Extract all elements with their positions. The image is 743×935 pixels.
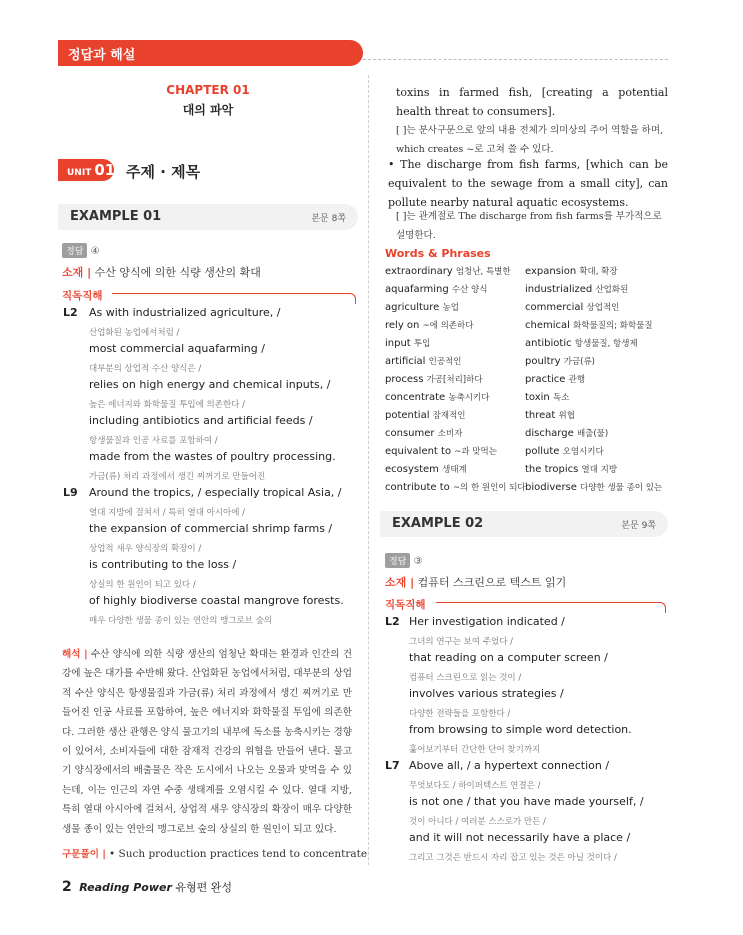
korean-chunk: 것이 아니다 / 여러분 스스로가 만든 / (409, 817, 546, 827)
book-edition: 유형편 완성 (175, 881, 233, 894)
syntax-second-note: [ ]는 관계절로 The discharge from fish farms를 부가적으로 설명한다. (396, 211, 662, 241)
word-entry (525, 481, 662, 493)
word-entry (525, 391, 569, 403)
word-en: the tropics (525, 464, 579, 475)
english-chunk: including antibiotics and artificial feeds / (89, 414, 313, 427)
words-phrases-heading: Words & Phrases (385, 247, 491, 260)
word-en: pollute (525, 446, 560, 457)
korean-chunk: 가금(류) 처리 과정에서 생긴 찌꺼기로 만들어진 (89, 472, 266, 482)
syntax-first-line: • Such production practices tend to concentrate (108, 848, 368, 860)
topic-label: 소재 | (385, 576, 415, 589)
answer-01 (62, 243, 100, 258)
english-chunk: is not one / that you have made yourself, / (409, 795, 644, 808)
english-chunk: Her investigation indicated / (409, 615, 565, 628)
word-entry (525, 373, 585, 385)
topic-02 (385, 574, 566, 590)
english-chunk: is contributing to the loss / (89, 558, 237, 571)
word-ko: ~에 의존하다 (422, 321, 474, 331)
english-chunk: relies on high energy and chemical inputs, / (89, 378, 331, 391)
word-entry (525, 319, 653, 331)
unit-tag: UNIT 01 (58, 159, 114, 181)
word-ko: 위협 (558, 411, 575, 421)
word-en: concentrate (385, 392, 446, 403)
chapter-subtitle: 대의 파악 (182, 103, 234, 117)
korean-chunk: 무엇보다도 / 하이퍼텍스트 연결은 / (409, 781, 541, 791)
word-entry (385, 373, 483, 385)
line-number: L2 (63, 306, 78, 319)
korean-chunk: 상실의 한 원인이 되고 있다 / (89, 580, 196, 590)
answer-tag: 정답 (62, 243, 87, 258)
word-en: extraordinary (385, 266, 453, 277)
word-ko: 오염시키다 (562, 447, 604, 457)
direct-reading-rule-02 (436, 602, 666, 613)
word-en: agriculture (385, 302, 440, 313)
example-02-title: EXAMPLE 02 (392, 516, 484, 531)
word-en: antibiotic (525, 338, 572, 349)
word-entry (385, 391, 489, 403)
english-chunk: of highly biodiverse coastal mangrove forests. (89, 594, 344, 607)
section-header-label: 정답과 해설 (68, 48, 136, 63)
direct-reading-heading-01: 직독직해 (62, 290, 103, 302)
word-entry (385, 301, 459, 313)
english-chunk: and it will not necessarily have a place / (409, 831, 631, 844)
answer-02 (385, 553, 423, 568)
korean-chunk: 그리고 그것은 반드시 자리 잡고 있는 것은 아닐 것이다 / (409, 853, 617, 863)
translation-label: 해석 | (62, 649, 88, 660)
word-ko: 열대 지방 (581, 465, 618, 475)
topic-label: 소재 | (62, 266, 92, 279)
word-entry (385, 445, 497, 457)
direct-reading-heading-02: 직독직해 (385, 599, 426, 611)
word-entry (525, 355, 595, 367)
word-entry (385, 319, 473, 331)
chapter-title: CHAPTER 01 (166, 83, 250, 97)
word-ko: 수산 양식 (451, 285, 488, 295)
word-en: biodiverse (525, 482, 577, 493)
english-chunk: Above all, / a hypertext connection / (409, 759, 610, 772)
word-en: commercial (525, 302, 584, 313)
example-02-bar (380, 511, 668, 537)
example-01-bar (58, 204, 358, 230)
word-entry (385, 427, 462, 439)
word-ko: 가금(류) (563, 357, 595, 367)
line-number: L2 (385, 615, 400, 628)
syntax-continuation-en: toxins in farmed fish, [creating a potential health threat to consumers]. (396, 86, 668, 118)
word-en: input (385, 338, 411, 349)
english-chunk: As with industrialized agriculture, / (89, 306, 281, 319)
column-divider (368, 75, 369, 865)
word-ko: 확대, 확장 (579, 267, 618, 277)
korean-chunk: 컴퓨터 스크린으로 읽는 것이 / (409, 673, 522, 683)
word-en: discharge (525, 428, 574, 439)
korean-chunk: 열대 지방에 걸쳐서 / 특히 열대 아시아에 / (89, 508, 246, 518)
syntax-01 (62, 845, 368, 864)
word-ko: 항생물질, 항생제 (574, 339, 638, 349)
direct-reading-rule-01 (112, 293, 356, 304)
word-entry (385, 337, 430, 349)
word-en: threat (525, 410, 556, 421)
word-ko: 독소 (552, 393, 570, 403)
word-ko: ~과 맞먹는 (454, 447, 497, 457)
word-ko: 상업적인 (586, 303, 620, 313)
english-chunk: the expansion of commercial shrimp farms / (89, 522, 333, 535)
korean-chunk: 항생물질과 인공 사료를 포함하여 / (89, 436, 218, 446)
word-entry (525, 409, 575, 421)
word-en: chemical (525, 320, 570, 331)
word-en: potential (385, 410, 430, 421)
book-title: Reading Power (79, 881, 172, 894)
word-ko: 산업화된 (595, 285, 629, 295)
word-entry (385, 355, 461, 367)
unit-title: 주제 · 제목 (126, 163, 201, 181)
word-ko: 생태계 (442, 465, 467, 475)
english-chunk: that reading on a computer screen / (409, 651, 608, 664)
unit-heading (58, 158, 358, 186)
korean-chunk: 그녀의 연구는 보여 주었다 / (409, 637, 513, 647)
word-en: industrialized (525, 284, 593, 295)
word-entry (525, 301, 619, 313)
word-en: artificial (385, 356, 426, 367)
word-ko: 관행 (568, 375, 586, 385)
word-ko: 투입 (413, 339, 431, 349)
korean-chunk: 높은 에너지와 화학물질 투입에 의존한다 / (89, 400, 245, 410)
word-ko: 농축시키다 (448, 393, 490, 403)
example-02-page-ref: 본문 9쪽 (621, 521, 656, 531)
word-entry (385, 463, 467, 475)
header-divider (363, 59, 668, 60)
line-number: L7 (385, 759, 400, 772)
word-entry (525, 427, 608, 439)
answer-value: ③ (413, 556, 423, 567)
word-ko: 소비자 (437, 429, 463, 439)
english-chunk: made from the wastes of poultry processing. (89, 450, 336, 463)
word-en: toxin (525, 392, 550, 403)
korean-chunk: 산업화된 농업에서처럼 / (89, 328, 180, 338)
korean-chunk: 다양한 전략들을 포함한다 / (409, 709, 511, 719)
english-chunk: from browsing to simple word detection. (409, 723, 632, 736)
korean-chunk: 매우 다양한 생물 종이 있는 연안의 맹그로브 숲의 (89, 616, 273, 626)
answer-value: ④ (90, 246, 100, 257)
word-entry (385, 409, 466, 421)
topic-text: 수산 양식에 의한 식량 생산의 확대 (94, 266, 261, 279)
topic-01 (62, 264, 261, 280)
unit-number: 01 (94, 161, 116, 179)
word-en: contribute to (385, 482, 450, 493)
word-en: practice (525, 374, 566, 385)
word-entry (525, 463, 617, 475)
word-en: poultry (525, 356, 561, 367)
word-ko: 배출(물) (576, 429, 609, 439)
english-chunk: most commercial aquafarming / (89, 342, 265, 355)
word-en: ecosystem (385, 464, 439, 475)
korean-chunk: 대부분의 상업적 수산 양식은 / (89, 364, 202, 374)
answer-tag: 정답 (385, 553, 410, 568)
syntax-continuation-note: [ ]는 분사구문으로 앞의 내용 전체가 의미상의 주어 역할을 하며, which creates ~로 고쳐 쓸 수 있다. (396, 125, 664, 155)
example-01-page-ref: 본문 8쪽 (311, 214, 346, 224)
syntax-second-en: • The discharge from fish farms, [which can be equivalent to the sewage from a small city], can pollute nearby natural aquatic ecosystems. (388, 158, 668, 209)
word-ko: ~의 한 원인이 되다 (452, 483, 526, 493)
word-ko: 잠재적인 (432, 411, 466, 421)
english-chunk: Around the tropics, / especially tropical Asia, / (89, 486, 342, 499)
word-ko: 엄청난, 특별한 (455, 267, 511, 277)
word-ko: 다양한 생물 종이 있는 (580, 483, 663, 493)
word-ko: 농업 (442, 303, 459, 313)
word-ko: 인공적인 (428, 357, 462, 367)
word-ko: 가공[처리]하다 (426, 375, 483, 385)
word-en: equivalent to (385, 446, 452, 457)
word-entry (525, 283, 628, 295)
word-entry (385, 283, 487, 295)
syntax-label: 구문풀이 | (62, 849, 106, 860)
korean-chunk: 훑어보기부터 간단한 단어 찾기까지 (409, 745, 541, 755)
page-number: 2 (62, 879, 72, 895)
translation-01 (62, 645, 352, 839)
word-en: rely on (385, 320, 420, 331)
word-ko: 화학물질의; 화학물질 (573, 321, 653, 331)
word-entry (525, 265, 618, 277)
translation-text: 수산 양식에 의한 식량 생산의 엄청난 확대는 환경과 인간의 건강에 높은 대가를 수반해 왔다. 산업화된 농업에서처럼, 대부분의 상업적 수산 양식은 항생물질과 가금(류) 처리 과정에서 생긴 찌꺼기로 만들어진 인공 사료를 포함하여, 높은 에너지와 화학물질 투입에 의존한다. 그러한 생산 관행은 양식 물고기의 내부에 독소를 농축시키는 경향이 있어서, 소비자들에 대한 잠재적 건강의 위협을 만들어 낸다. 물고기 양식장에서의 배출물은 작은 도시에서 나오는 오물과 맞먹을 수 있는데, 이는 인근의 자연 수중 생태계를 오염시킬 수 있다. 열대 지방, 특히 열대 아시아에 걸쳐서, 상업적 새우 양식장의 확장이 매우 다양한 생물 종이 있는 연안의 맹그로브 숲의 상실의 한 원인이 되고 있다. (62, 649, 352, 835)
line-number: L9 (63, 486, 78, 499)
word-entry (385, 481, 526, 493)
word-en: expansion (525, 266, 577, 277)
word-entry (385, 265, 511, 277)
word-en: aquafarming (385, 284, 449, 295)
word-entry (525, 445, 604, 457)
word-entry (525, 337, 638, 349)
english-chunk: involves various strategies / (409, 687, 564, 700)
word-en: consumer (385, 428, 435, 439)
korean-chunk: 상업적 새우 양식장의 확장이 / (89, 544, 202, 554)
word-en: process (385, 374, 424, 385)
page-footer (62, 879, 232, 895)
topic-text: 컴퓨터 스크린으로 텍스트 읽기 (417, 576, 567, 589)
section-header-band (58, 40, 363, 66)
example-01-title: EXAMPLE 01 (70, 209, 162, 224)
